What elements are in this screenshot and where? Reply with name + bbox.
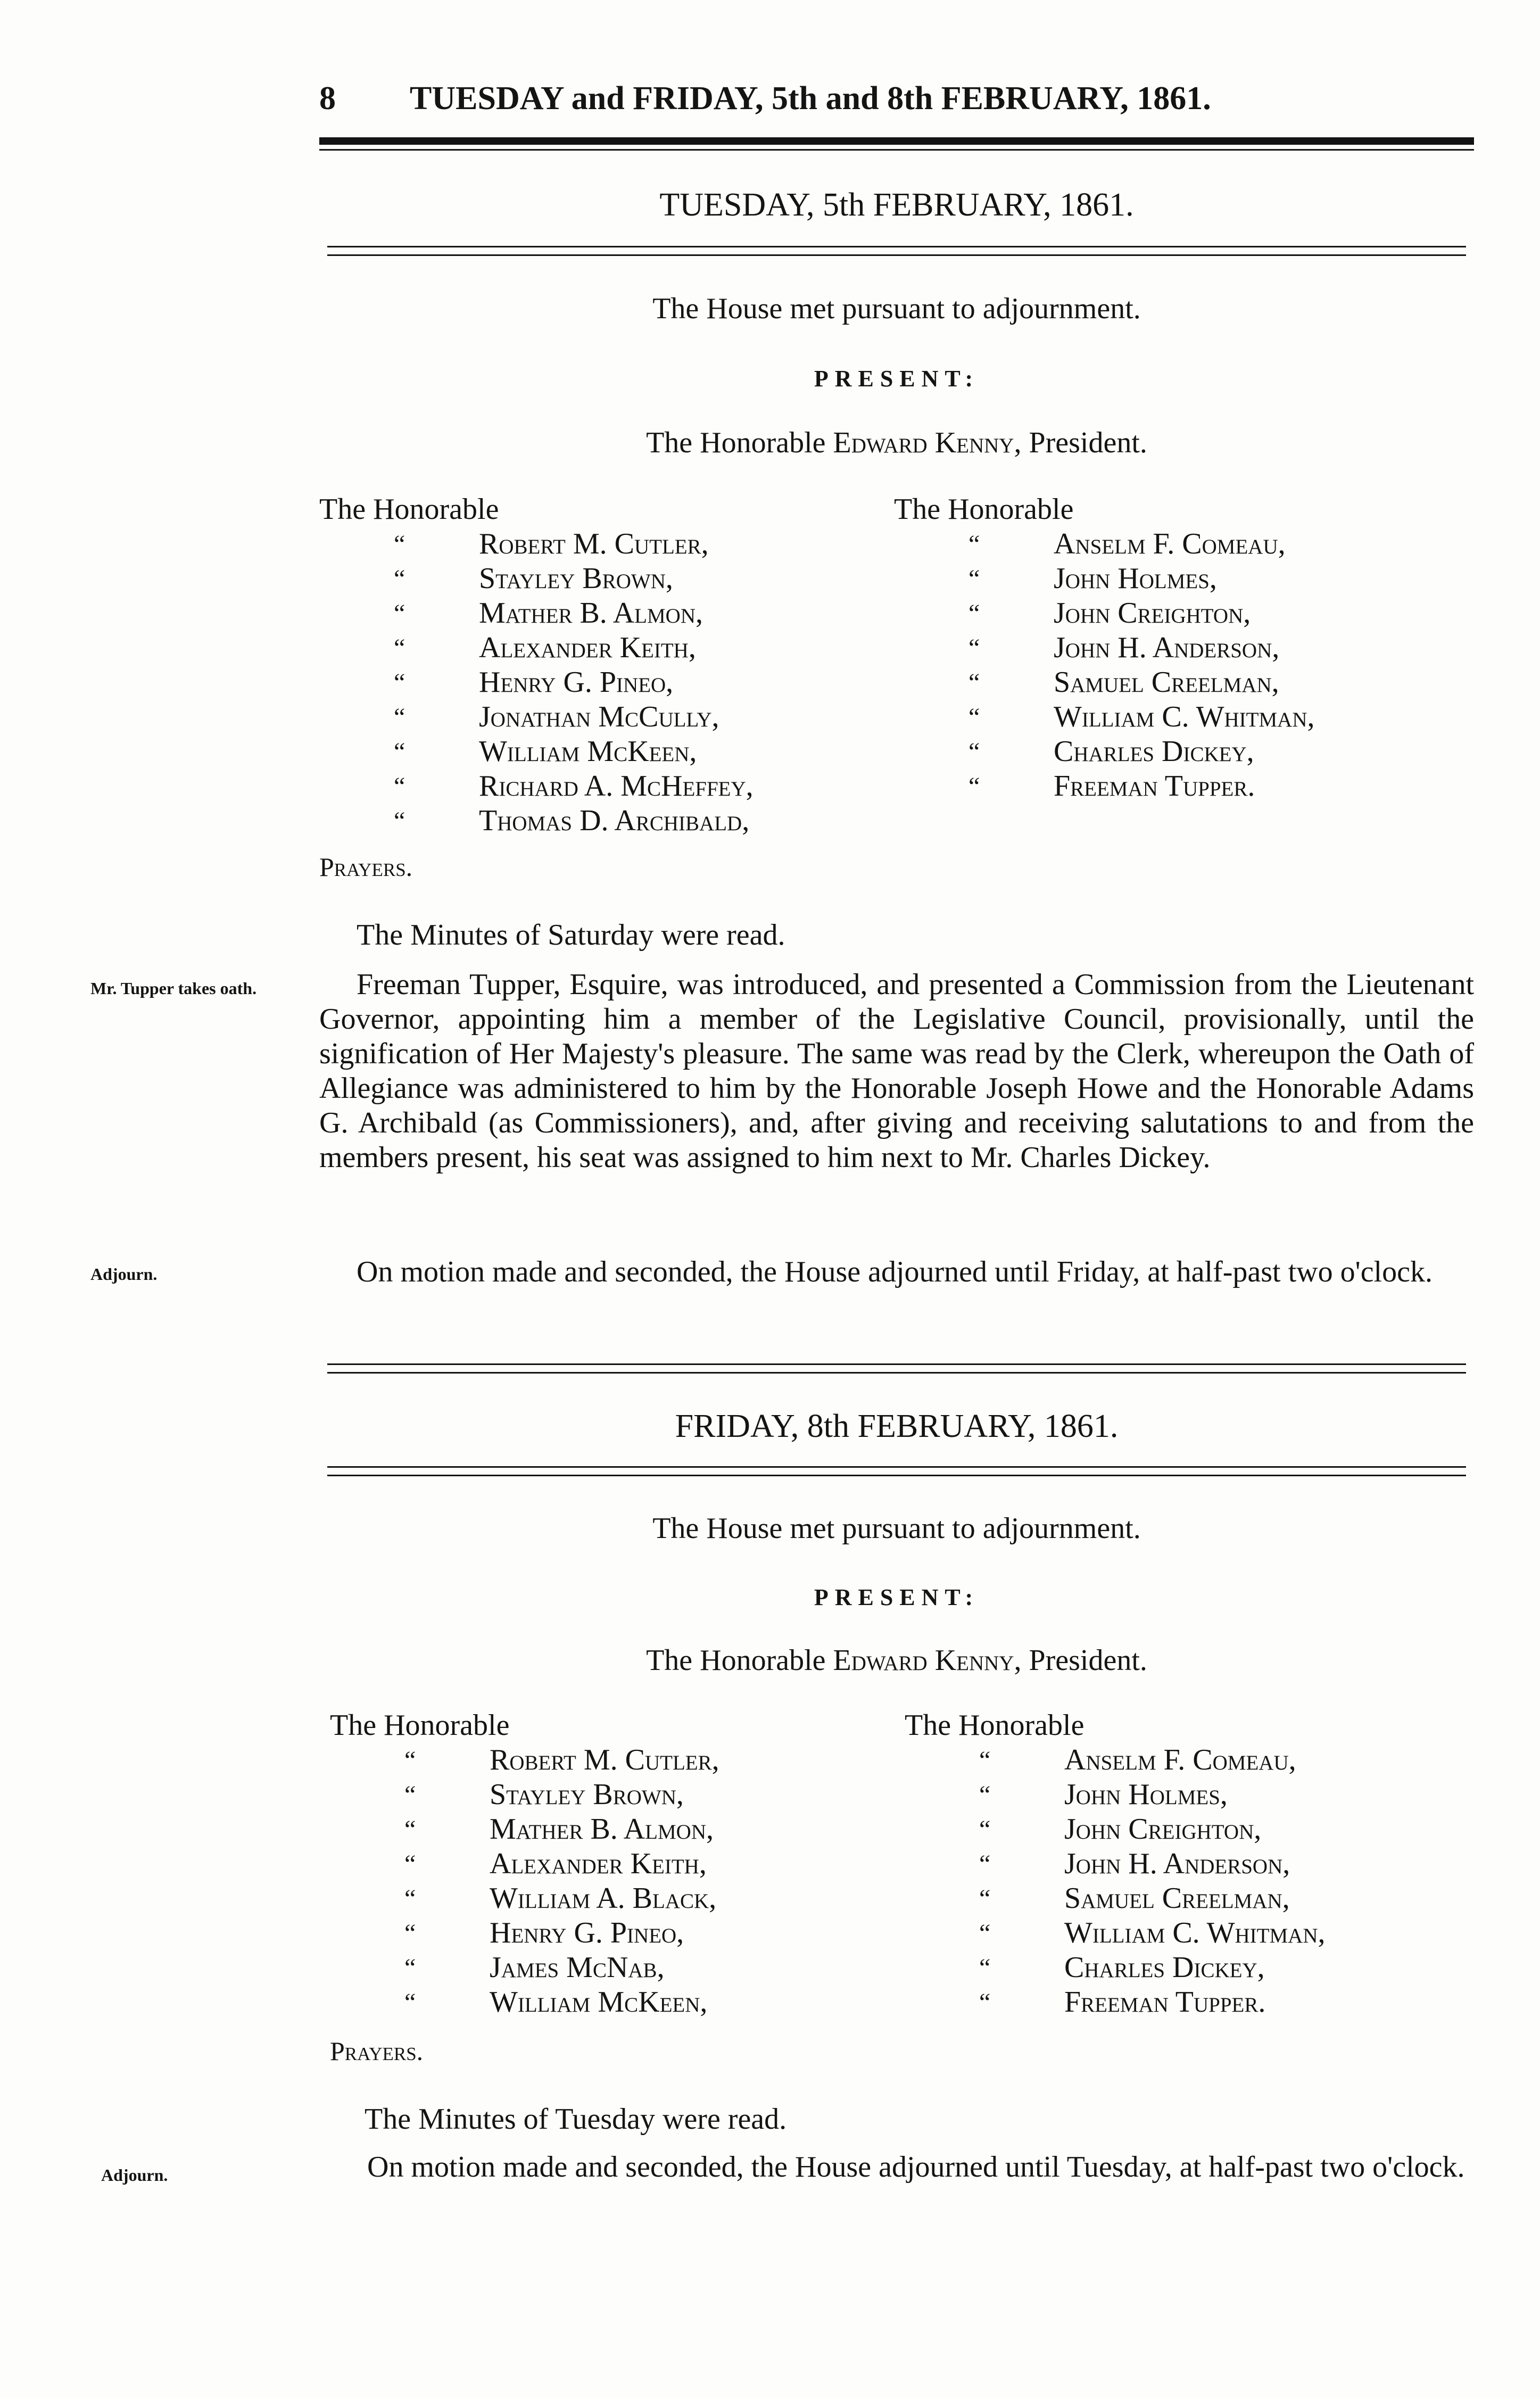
members-left-tuesday xyxy=(319,492,754,838)
margin-note-oath: Mr. Tupper takes oath. xyxy=(90,979,257,998)
day-title-friday: FRIDAY, 8th FEBRUARY, 1861. xyxy=(675,1408,1119,1444)
member-row xyxy=(319,804,750,838)
met-statement: The House met pursuant to adjournment. xyxy=(652,292,1141,325)
member-row xyxy=(905,1743,1296,1777)
prayers: Prayers. xyxy=(330,2036,424,2066)
member-name: Stayley Brown, xyxy=(490,1778,684,1811)
member-row xyxy=(330,1916,684,1950)
ditto-mark: “ xyxy=(968,565,980,593)
member-name: Freeman Tupper. xyxy=(1064,1986,1266,2019)
president-name: Edward Kenny xyxy=(833,426,1014,459)
member-row xyxy=(894,769,1255,804)
member-row xyxy=(905,1950,1265,1985)
ditto-mark: “ xyxy=(979,1954,991,1982)
ditto-mark: “ xyxy=(979,1850,991,1878)
minutes-read: The Minutes of Tuesday were read. xyxy=(365,2103,787,2136)
running-title: TUESDAY and FRIDAY, 5th and 8th FEBRUARY, 1861. xyxy=(410,80,1211,117)
margin-note-adjourn: Adjourn. xyxy=(90,1264,158,1284)
member-row xyxy=(319,734,697,769)
header-rule-thick xyxy=(319,137,1474,145)
member-name: James McNab, xyxy=(490,1951,665,1984)
member-row xyxy=(319,561,673,596)
header-rule-thin xyxy=(319,149,1474,151)
ditto-mark: “ xyxy=(394,530,405,558)
member-name: Henry G. Pineo, xyxy=(490,1916,684,1949)
member-name: Samuel Creelman, xyxy=(1054,666,1279,699)
margin-note-adjourn: Adjourn. xyxy=(101,2165,168,2185)
president-line xyxy=(319,1643,1474,1677)
ditto-mark: “ xyxy=(394,738,405,766)
member-row xyxy=(894,596,1251,631)
ditto-mark: “ xyxy=(394,668,405,697)
ditto-mark: “ xyxy=(394,807,405,835)
ditto-mark: “ xyxy=(979,1815,991,1843)
section-rule xyxy=(327,246,1466,247)
ditto-mark: “ xyxy=(968,668,980,697)
member-name: Richard A. McHeffey, xyxy=(479,770,754,803)
member-row xyxy=(319,631,696,665)
ditto-mark: “ xyxy=(394,703,405,731)
page-number: 8 xyxy=(319,80,336,117)
section-rule xyxy=(327,1466,1466,1468)
member-row xyxy=(330,1950,665,1985)
ditto-mark: “ xyxy=(394,772,405,800)
member-name: William C. Whitman, xyxy=(1054,700,1315,733)
member-name: John Creighton, xyxy=(1064,1813,1262,1846)
minutes-read: The Minutes of Saturday were read. xyxy=(357,919,785,952)
member-row xyxy=(894,700,1315,734)
member-row xyxy=(905,1881,1290,1916)
running-header xyxy=(319,80,1474,122)
oath-paragraph: Freeman Tupper, Esquire, was introduced, and presented a Commission from the Lieutenant Governor, appointing him a member of the Legislative Council, provisionally, until the signification of Her Majesty's pleasure. The same was read by the Clerk, whereupon the Oath of Allegiance was administered to him by the Honorable Joseph Howe and the Honorable Adams G. Archibald (as Commissioners), and, after giving and receiving salutations to and from the members present, his seat was assigned to him next to Mr. Charles Dickey. xyxy=(319,968,1474,1174)
president-suffix: , President. xyxy=(1014,426,1147,459)
member-row xyxy=(894,665,1279,700)
president-line xyxy=(319,426,1474,460)
members-right-tuesday xyxy=(894,492,1315,804)
ditto-mark: “ xyxy=(404,1884,416,1913)
ditto-mark: “ xyxy=(968,530,980,558)
ditto-mark: “ xyxy=(394,599,405,627)
member-name: John H. Anderson, xyxy=(1064,1847,1290,1880)
president-suffix: , President. xyxy=(1014,1644,1147,1677)
adjourn-paragraph: On motion made and seconded, the House adjourned until Tuesday, at half-past two o'clock. xyxy=(367,2151,1465,2184)
ditto-mark: “ xyxy=(979,1988,991,2016)
section-rule xyxy=(327,1363,1466,1365)
column-header: The Honorable xyxy=(330,1709,510,1742)
ditto-mark: “ xyxy=(404,1781,416,1809)
member-name: Charles Dickey, xyxy=(1064,1951,1265,1984)
member-row xyxy=(905,1916,1326,1950)
member-row xyxy=(319,769,754,804)
member-name: John H. Anderson, xyxy=(1054,631,1280,664)
member-name: Stayley Brown, xyxy=(479,562,673,595)
day-title-tuesday: TUESDAY, 5th FEBRUARY, 1861. xyxy=(659,187,1134,223)
member-name: Henry G. Pineo, xyxy=(479,666,674,699)
ditto-mark: “ xyxy=(394,634,405,662)
member-name: William C. Whitman, xyxy=(1064,1916,1326,1949)
member-row xyxy=(330,1881,717,1916)
members-right-friday xyxy=(905,1708,1326,2020)
member-row xyxy=(894,734,1254,769)
ditto-mark: “ xyxy=(979,1884,991,1913)
member-name: Samuel Creelman, xyxy=(1064,1882,1290,1915)
ditto-mark: “ xyxy=(968,772,980,800)
ditto-mark: “ xyxy=(968,634,980,662)
member-name: Mather B. Almon, xyxy=(479,597,703,630)
member-row xyxy=(905,1847,1290,1881)
member-name: William A. Black, xyxy=(490,1882,717,1915)
ditto-mark: “ xyxy=(404,1815,416,1843)
member-row xyxy=(905,1812,1262,1847)
president-prefix: The Honorable xyxy=(646,426,833,459)
member-name: John Creighton, xyxy=(1054,597,1251,630)
adjourn-paragraph: On motion made and seconded, the House adjourned until Friday, at half-past two o'clock. xyxy=(357,1255,1433,1288)
member-name: John Holmes, xyxy=(1064,1778,1228,1811)
ditto-mark: “ xyxy=(404,1919,416,1947)
member-row xyxy=(330,1847,707,1881)
ditto-mark: “ xyxy=(968,703,980,731)
section-rule xyxy=(327,254,1466,256)
member-row xyxy=(894,561,1217,596)
members-left-friday xyxy=(330,1708,719,2020)
present-label: PRESENT: xyxy=(814,366,980,392)
column-header: The Honorable xyxy=(905,1709,1084,1742)
ditto-mark: “ xyxy=(404,1954,416,1982)
member-row xyxy=(319,596,703,631)
member-name: Anselm F. Comeau, xyxy=(1054,527,1286,560)
member-name: William McKeen, xyxy=(479,735,697,768)
member-name: Thomas D. Archibald, xyxy=(479,804,750,837)
member-name: Alexander Keith, xyxy=(490,1847,707,1880)
ditto-mark: “ xyxy=(394,565,405,593)
column-header: The Honorable xyxy=(894,493,1074,526)
member-name: Alexander Keith, xyxy=(479,631,696,664)
present-label: PRESENT: xyxy=(814,1584,980,1610)
member-name: Robert M. Cutler, xyxy=(490,1743,719,1776)
ditto-mark: “ xyxy=(404,1850,416,1878)
member-row xyxy=(330,1743,719,1777)
member-row xyxy=(905,1985,1266,2020)
member-row xyxy=(894,527,1286,561)
ditto-mark: “ xyxy=(979,1781,991,1809)
member-name: Jonathan McCully, xyxy=(479,700,719,733)
president-name: Edward Kenny xyxy=(833,1644,1014,1677)
column-header: The Honorable xyxy=(319,493,499,526)
prayers: Prayers. xyxy=(319,852,413,882)
member-name: Freeman Tupper. xyxy=(1054,770,1255,803)
section-rule xyxy=(327,1372,1466,1374)
met-statement: The House met pursuant to adjournment. xyxy=(652,1512,1141,1545)
member-row xyxy=(330,1777,684,1812)
member-row xyxy=(905,1777,1228,1812)
member-name: Anselm F. Comeau, xyxy=(1064,1743,1296,1776)
member-name: Robert M. Cutler, xyxy=(479,527,709,560)
member-name: Mather B. Almon, xyxy=(490,1813,714,1846)
member-row xyxy=(330,1985,708,2020)
member-row xyxy=(319,527,709,561)
ditto-mark: “ xyxy=(968,599,980,627)
member-name: William McKeen, xyxy=(490,1986,708,2019)
section-rule xyxy=(327,1475,1466,1476)
ditto-mark: “ xyxy=(404,1746,416,1774)
ditto-mark: “ xyxy=(404,1988,416,2016)
ditto-mark: “ xyxy=(968,738,980,766)
member-row xyxy=(894,631,1280,665)
ditto-mark: “ xyxy=(979,1746,991,1774)
ditto-mark: “ xyxy=(979,1919,991,1947)
member-row xyxy=(319,665,674,700)
member-row xyxy=(330,1812,714,1847)
member-row xyxy=(319,700,719,734)
member-name: Charles Dickey, xyxy=(1054,735,1254,768)
president-prefix: The Honorable xyxy=(646,1644,833,1677)
member-name: John Holmes, xyxy=(1054,562,1217,595)
